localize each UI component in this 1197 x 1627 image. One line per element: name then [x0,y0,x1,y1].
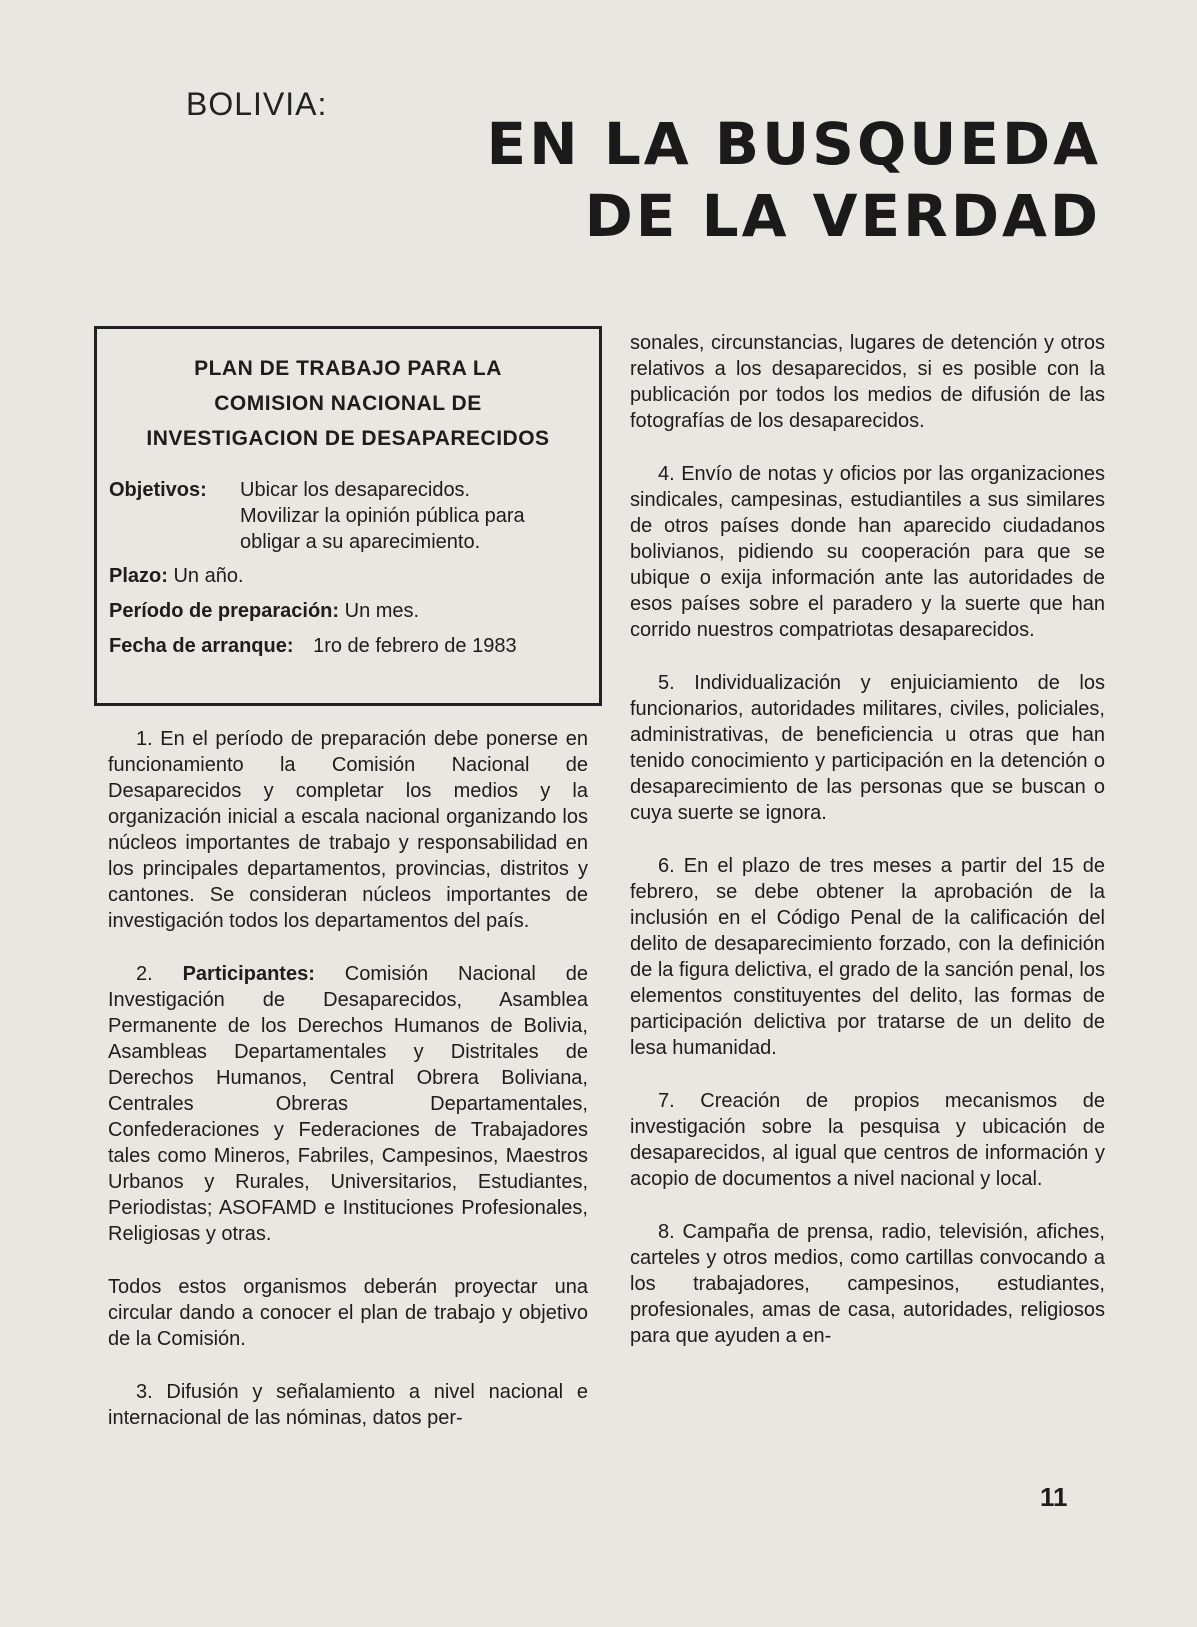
fecha-label: Fecha de arranque: [109,635,294,657]
objetivos-value-2: Movilizar la opinión pública para [240,505,525,527]
right-paragraph-2: 4. Envío de notas y oficios por las organizaciones sindicales, campesinas, estudiantiles a sus similares de otros países donde han aparecido ciudadanos bolivianos, pidiendo su cooperación para que se ubique o exija información ante las autoridades de esos países sobre el paradero y la suerte que han corrido nuestros compatriotas desaparecidos. [630,463,1105,641]
plazo-row [109,563,595,589]
right-paragraph-6: 8. Campaña de prensa, radio, televisión, afiches, carteles y otros medios, como cartillas convocando a los trabajadores, campesinos, estudiantes, profesionales, amas de casa, autoridades, religiosos para que ayuden a en- [630,1221,1105,1347]
plan-box [94,326,602,706]
periodo-row [109,598,595,624]
periodo-value: Un mes. [344,600,420,622]
left-paragraph-3: Todos estos organismos deberán proyectar una circular dando a conocer el plan de trabajo y objetivo de la Comisión. [108,1276,588,1350]
periodo-label: Período de preparación: [109,600,340,622]
objetivos-row [109,477,595,555]
objetivos-value-1: Ubicar los desaparecidos. [240,479,471,501]
article-title [486,108,1101,252]
left-paragraph-4: 3. Difusión y señalamiento a nivel nacional e internacional de las nóminas, datos per- [108,1381,588,1429]
fecha-value: 1ro de febrero de 1983 [313,635,517,657]
objetivos-value-3: obligar a su aparecimiento. [240,531,481,553]
left-column [108,726,588,1458]
plan-box-title-line-3: INVESTIGACION DE DESAPARECIDOS [146,427,550,450]
right-paragraph-1: sonales, circunstancias, lugares de detención y otros relativos a los desaparecidos, si es posible con la publicación por todos los medios de difusión de las fotografías de los desaparecidos. [630,332,1105,432]
title-line-2: DE LA VERDAD [584,182,1101,250]
right-column [630,330,1105,1376]
plan-box-title-line-2: COMISION NACIONAL DE [214,392,482,415]
objetivos-label: Objetivos: [109,479,207,501]
page-number: 11 [1040,1482,1068,1512]
plan-box-title [97,351,599,456]
participantes-text: Comisión Nacional de Investigación de Desaparecidos, Asamblea Permanente de los Derechos Humanos de Bolivia, Asambleas Departamentales y Distritales de Derechos Humanos, Central Obrera Boliviana, Centrales Obreras Departamentales, Confederaciones y Federaciones de Trabajadores tales como Mineros, Fabriles, Campesinos, Maestros Urbanos y Rurales, Universitarios, Estudiantes, Periodistas; ASOFAMD e Instituciones Profesionales, Religiosas y otras. [108,963,588,1245]
right-paragraph-4: 6. En el plazo de tres meses a partir del 15 de febrero, se debe obtener la aprobación de la inclusión en el Código Penal de la calificación del delito de desaparecimiento forzado, con la definición de la figura delictiva, el grado de la sanción penal, los elementos constituyentes del delito, las formas de participación delictiva por tratarse de un delito de lesa humanidad. [630,855,1105,1059]
title-line-1: EN LA BUSQUEDA [486,110,1101,178]
plazo-label: Plazo: [109,565,168,587]
left-paragraph-2-number: 2. [136,963,153,985]
plan-box-title-line-1: PLAN DE TRABAJO PARA LA [194,357,502,380]
plazo-value: Un año. [173,565,244,587]
fecha-row [109,633,595,659]
right-paragraph-5: 7. Creación de propios mecanismos de investigación sobre la pesquisa y ubicación de desaparecidos, al igual que centros de información y acopio de documentos a nivel nacional y local. [630,1090,1105,1190]
country-label: BOLIVIA: [186,86,328,122]
left-paragraph-1: 1. En el período de preparación debe ponerse en funcionamiento la Comisión Nacional de Desaparecidos y completar los medios y la organización inicial a escala nacional organizando los núcleos importantes de trabajo y responsabilidad en los principales departamentos, provincias, distritos y cantones. Se consideran núcleos importantes de investigación todos los departamentos del país. [108,728,588,932]
objetivos-values [240,477,525,555]
participantes-label: Participantes: [182,963,315,985]
right-paragraph-3: 5. Individualización y enjuiciamiento de los funcionarios, autoridades militares, civiles, policiales, administrativas, de beneficiencia u otras que han tenido conocimiento y participación en la detención o desaparecimiento de las personas que se buscan o cuya suerte se ignora. [630,672,1105,824]
left-paragraph-2 [108,961,588,1247]
plan-box-details [109,477,595,659]
